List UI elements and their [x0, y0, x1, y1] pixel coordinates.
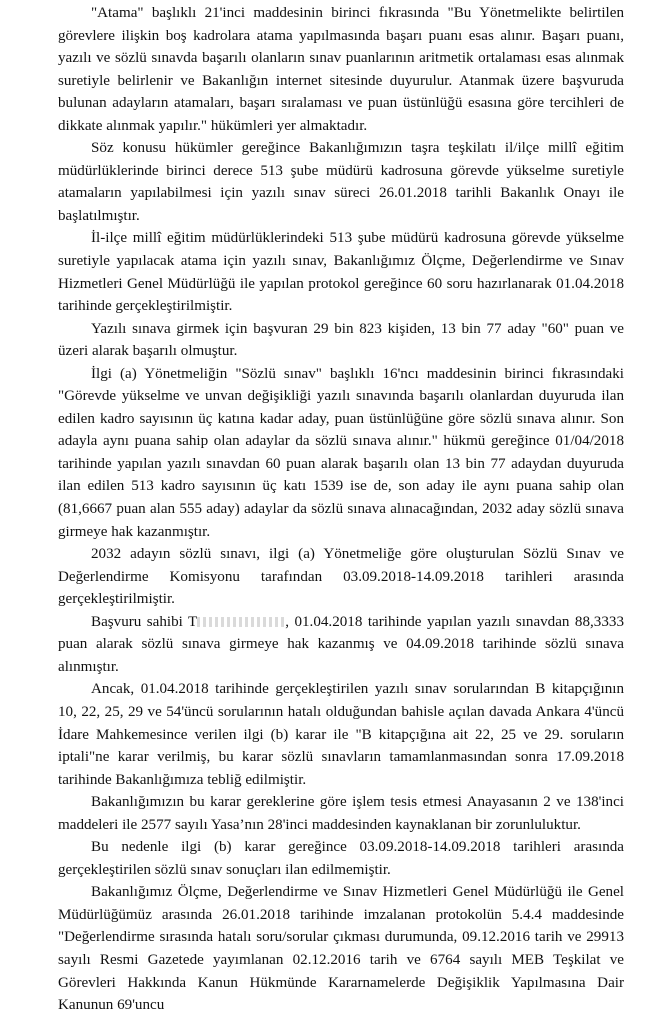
paragraph-protokol: Bakanlığımız Ölçme, Değerlendirme ve Sınav Hizmetleri Genel Müdürlüğü ile Genel Müdürlüğümüz arasında 26.01.2018 tarihinde imzalanan protokolün 5.4.4 maddesinde "Değerlendirme sırasında hatalı soru/sorular çıkması durumunda, 09.12.2016 tarih ve 29913 sayılı Resmi Gazetede yayımlanan 02.12.2016 tarih ve 6764 sayılı MEB Teşkilat ve Görevleri Hakkında Kanun Hükmünde Kararnamelerde Değişiklik Yapılmasına Dair Kanunun 69'uncu — [58, 884, 624, 1014]
paragraph-hukumler: Söz konusu hükümler gereğince Bakanlığımızın taşra teşkilatı il/ilçe millî eğitim müdürlüklerinde birinci derece 513 şube müdürü kadrosuna görevde yükselme suretiyle atamaların yapılabilmesi için yazılı sınav süreci 26.01.2018 tarihli Bakanlık Onayı ile başlatılmıştır. — [58, 140, 624, 224]
basvuru-sahibi-prefix: Başvuru sahibi T — [91, 613, 198, 630]
redacted-name — [197, 617, 285, 627]
paragraph-anayasa: Bakanlığımızın bu karar gereklerine göre işlem tesis etmesi Anayasanın 2 ve 138'inci maddeleri ile 2577 sayılı Yasa’nın 28'inci maddesinden kaynaklanan bir zorunluluktur. — [58, 794, 624, 833]
paragraph-sonuclar: Bu nedenle ilgi (b) karar gereğince 03.09.2018-14.09.2018 tarihleri arasında gerçekleştirilen sözlü sınav sonuçları ilan edilmemiştir. — [58, 839, 624, 878]
paragraph-yazili-sinav: İl-ilçe millî eğitim müdürlüklerindeki 513 şube müdürü kadrosuna görevde yükselme suretiyle yapılacak atama için yazılı sınav, Bakanlığımız Ölçme, Değerlendirme ve Sınav Hizmetleri Genel Müdürlüğü ile yapılan protokol gereğince 60 soru hazırlanarak 01.04.2018 tarihinde gerçekleştirilmiştir. — [58, 230, 624, 315]
basvuru-sahibi-rest: , 01.04.2018 tarihinde yapılan yazılı sınavdan 88,3333 puan alarak sözlü sınava girmeye hak kazanmış ve 04.09.2018 tarihinde sözlü sınava alınmıştır. — [58, 613, 624, 675]
paragraph-atama: "Atama" başlıklı 21'inci maddesinin birinci fıkrasında "Bu Yönetmelikte belirtilen görevlere ilişkin boş kadrolara atama yapılmasında başarı puanı esas alınır. Başarı puanı, yazılı ve sözlü sınavda başarılı olanların sınav puanlarının aritmetik ortalaması esas alınmak suretiyle belirlenir ve Bakanlığın internet sitesinde duyurulur. Atanmak üzere başvuruda bulunan adayların atamaları, başarı sıralaması ve puan üstünlüğü esasına göre tercihleri de dikkate alınmak yapılır." hükümleri yer almaktadır. — [58, 5, 624, 134]
paragraph-sozlu-sinav-maddesi: İlgi (a) Yönetmeliğin "Sözlü sınav" başlıklı 16'ncı maddesinin birinci fıkrasındaki "Görevde yükselme ve unvan değişikliği yazılı sınavında başarılı olanlardan duyuruda ilan edilen kadro sayısının üç katına kadar aday, puan üstünlüğüne göre sözlü sınava alınır. Son adayla aynı puana sahip olan adaylar da sözlü sınava alınır." hükmü gereğince 01/04/2018 tarihinde yapılan yazılı sınavdan 60 puan alarak başarılı olan 13 bin 77 adaydan duyuruda ilan edilen 513 kadro sayısının üç katı 1539 ise de, son aday ile aynı puana sahip olan (81,6667 puan alan 555 aday) adaylar da sözlü sınava alınacağından, 2032 aday sözlü sınava girmeye hak kazanmıştır. — [58, 365, 624, 540]
paragraph-komisyon: 2032 adayın sözlü sınavı, ilgi (a) Yönetmeliğe göre oluşturulan Sözlü Sınav ve Değerlendirme Komisyonu tarafından 03.09.2018-14.09.2018 tarihleri arasında gerçekleştirilmiştir. — [58, 546, 624, 608]
paragraph-basvuran: Yazılı sınava girmek için başvuran 29 bin 823 kişiden, 13 bin 77 aday "60" puan ve üzeri alarak başarılı olmuştur. — [58, 320, 624, 360]
paragraph-basvuru-sahibi — [58, 611, 624, 679]
paragraph-b-kitapcigi: Ancak, 01.04.2018 tarihinde gerçekleştirilen yazılı sınav sorularından B kitapçığının 10, 22, 25, 29 ve 54'üncü sorularının hatalı olduğundan bahisle açılan davada Ankara 4'üncü İdare Mahkemesince verilen ilgi (b) karar ile "B kitapçığına ait 22, 25 ve 29. soruların iptali"ne karar verilmiş, bu karar sözlü sınavların tamamlanmasından sonra 17.09.2018 tarihinde Bakanlığımıza tebliğ edilmiştir. — [58, 681, 624, 788]
